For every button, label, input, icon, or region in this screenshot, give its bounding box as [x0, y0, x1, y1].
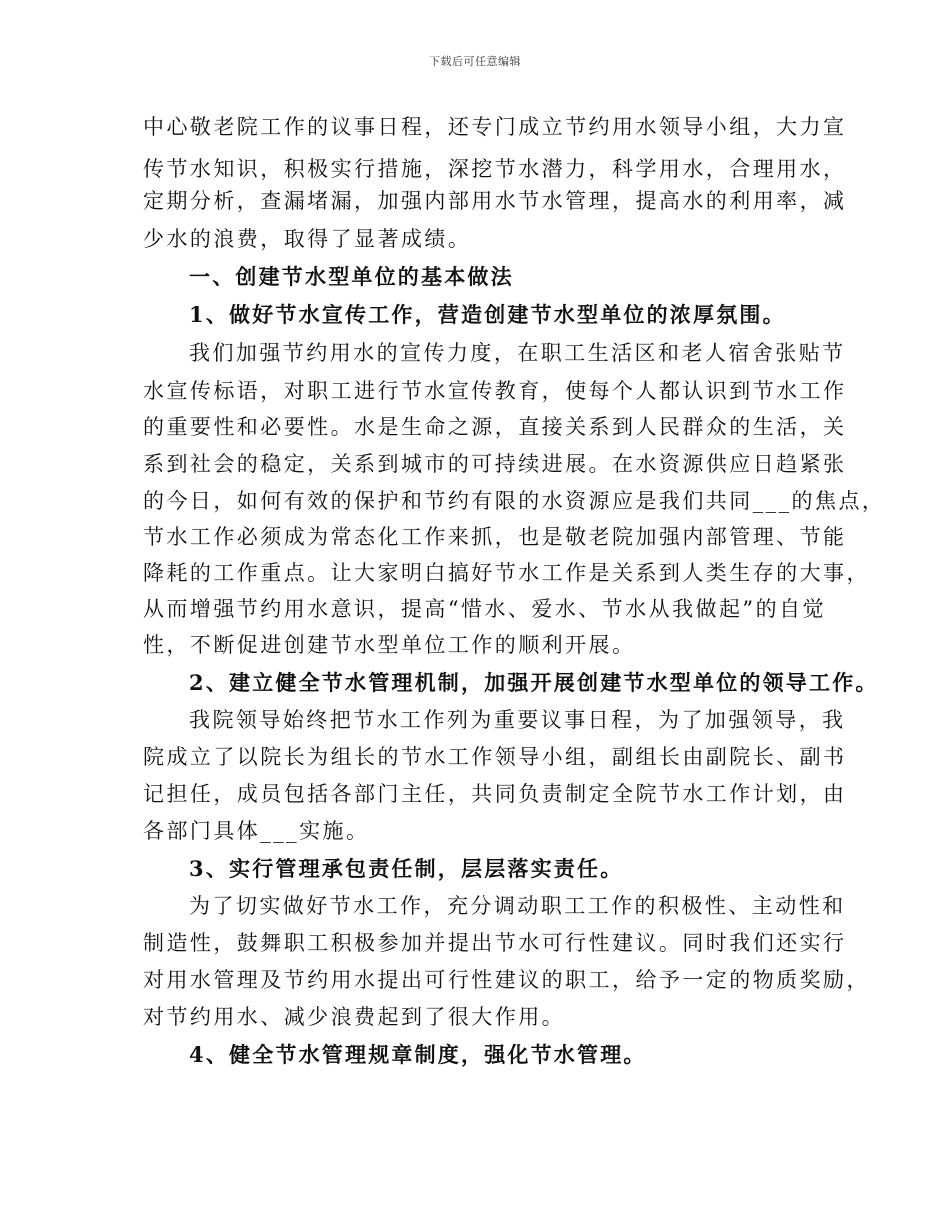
body-line: 定期分析，查漏堵漏，加强内部用水节水管理，提高水的利用率，减 — [143, 189, 847, 213]
body-line: 系到社会的稳定，关系到城市的可持续进展。在水资源供应日趋紧张 — [143, 452, 847, 476]
body-line: 的重要性和必要性。水是生命之源，直接关系到人民群众的生活，关 — [143, 415, 847, 439]
body-line: 记担任，成员包括各部门主任，共同负责制定全院节水工作计划，由 — [143, 782, 847, 806]
body-line: 院成立了以院长为组长的节水工作领导小组，副组长由副院长、副书 — [143, 745, 847, 769]
paragraph-first-line: 我们加强节约用水的宣传力度，在职工生活区和老人宿舍张贴节 — [189, 341, 846, 365]
body-line: 从而增强节约用水意识，提高“惜水、爱水、节水从我做起”的自觉 — [143, 597, 826, 621]
body-line: 制造性，鼓舞职工积极参加并提出节水可行性建议。同时我们还实行 — [143, 931, 847, 955]
subsection-heading: 1、做好节水宣传工作，营造创建节水型单位的浓厚氛围。 — [189, 302, 786, 327]
body-line: 中心敬老院工作的议事日程，还专门成立节约用水领导小组，大力宣 — [143, 115, 847, 139]
body-line: 性，不断促进创建节水型单位工作的顺利开展。 — [143, 633, 636, 657]
body-line: 传节水知识，积极实行措施，深挖节水潜力，科学用水，合理用水， — [143, 157, 847, 181]
section-heading: 一、创建节水型单位的基本做法 — [189, 264, 514, 289]
subsection-heading: 4、健全节水管理规章制度，强化节水管理。 — [189, 1042, 647, 1067]
paragraph-first-line: 为了切实做好节水工作，充分调动职工工作的积极性、主动性和 — [189, 894, 846, 918]
body-line: 的今日，如何有效的保护和节约有限的水资源应是我们共同___的焦点， — [143, 489, 886, 513]
body-line: 少水的浪费，取得了显著成绩。 — [143, 227, 472, 251]
subsection-heading: 2、建立健全节水管理机制，加强开展创建节水型单位的领导工作。 — [189, 670, 879, 695]
body-line: 节水工作必须成为常态化工作来抓，也是敬老院加强内部管理、节能 — [143, 525, 847, 549]
body-line: 对节约用水、减少浪费起到了很大作用。 — [143, 1005, 566, 1029]
page-header-note: 下载后可任意编辑 — [429, 55, 521, 68]
body-line: 各部门具体___实施。 — [143, 819, 370, 843]
subsection-heading: 3、实行管理承包责任制，层层落实责任。 — [189, 856, 624, 881]
body-line: 对用水管理及节约用水提出可行性建议的职工，给予一定的物质奖励， — [143, 968, 870, 992]
body-line: 水宣传标语，对职工进行节水宣传教育，使每个人都认识到节水工作 — [143, 379, 847, 403]
body-line: 降耗的工作重点。让大家明白搞好节水工作是关系到人类生存的大事， — [143, 561, 870, 585]
paragraph-first-line: 我院领导始终把节水工作列为重要议事日程，为了加强领导，我 — [189, 708, 846, 732]
